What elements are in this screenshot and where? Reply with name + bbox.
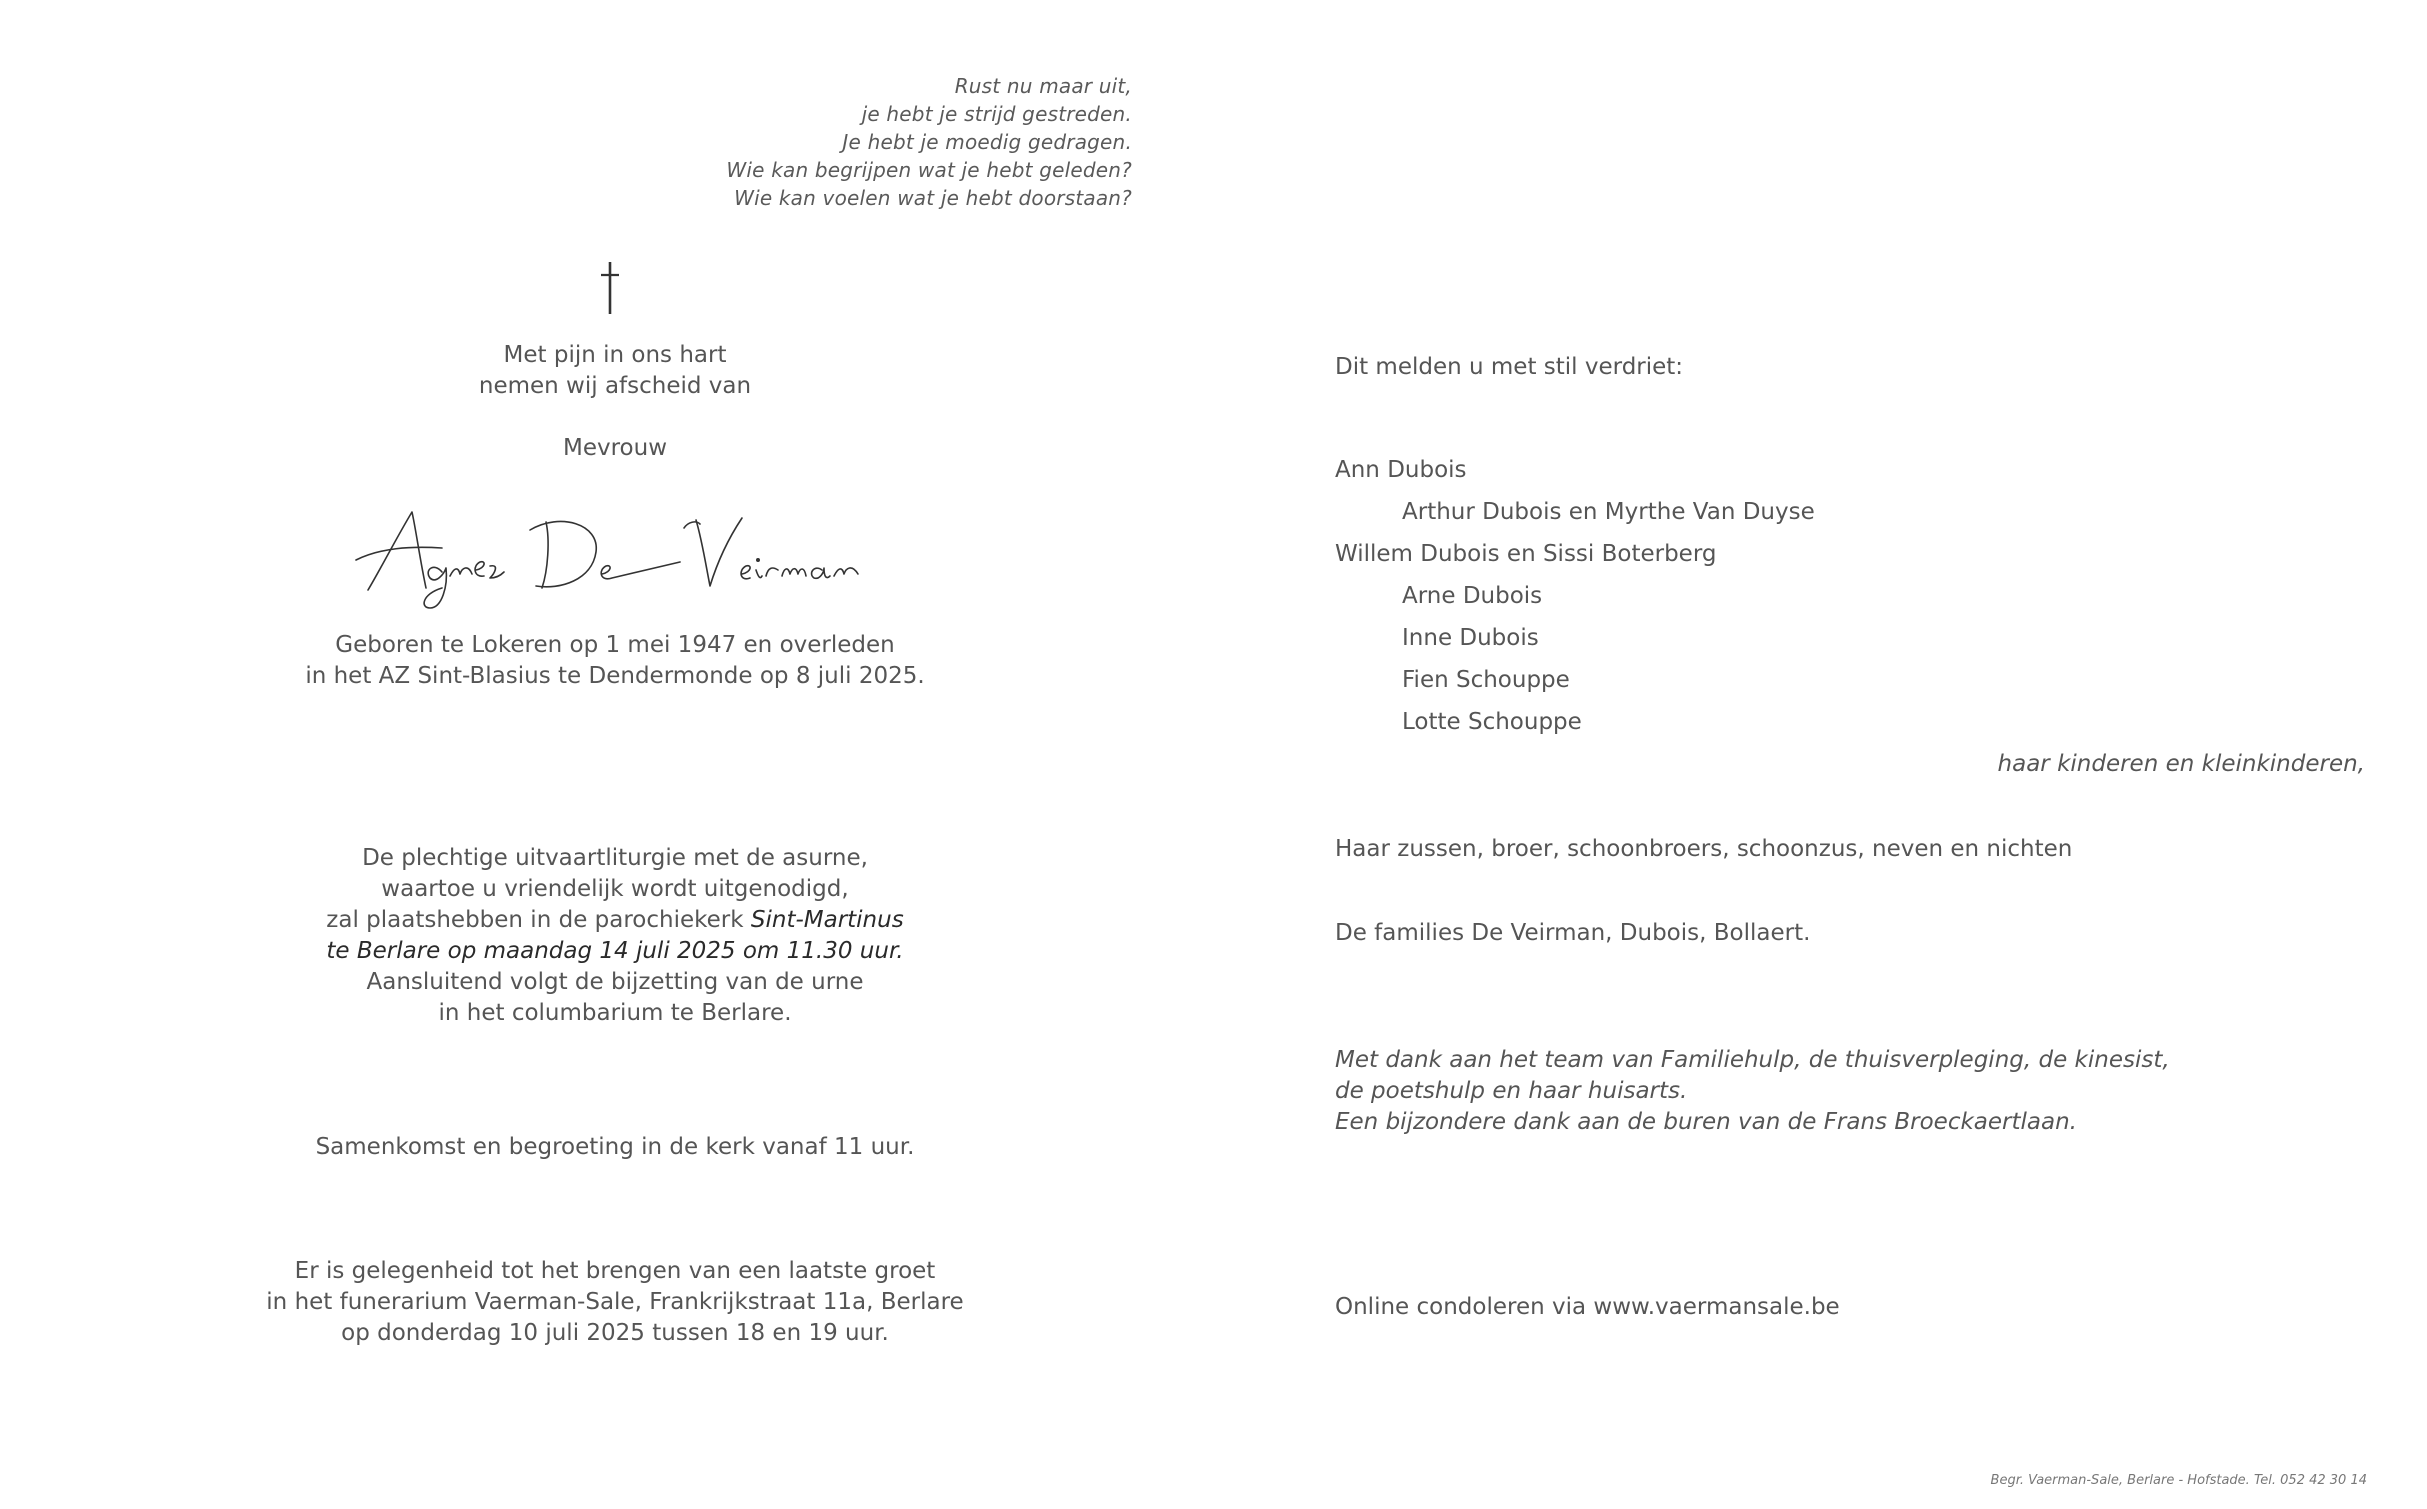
poem-line: Je hebt je moedig gedragen.	[842, 130, 1132, 154]
funeral-line: in het columbarium te Berlare.	[438, 1000, 792, 1026]
funeral-date: te Berlare op maandag 14 juli 2025 om 11.30 uur.	[326, 938, 904, 964]
family-child: Willem Dubois en Sissi Boterberg	[1335, 541, 1717, 567]
church-name: Sint-Martinus	[750, 907, 904, 933]
birth-info	[260, 630, 970, 692]
poem-line: Wie kan begrijpen wat je hebt geleden?	[726, 158, 1132, 182]
thanks	[1335, 1045, 2170, 1138]
funeral-line: De plechtige uitvaartliturgie met de asurne,	[362, 845, 868, 871]
poem-line: Rust nu maar uit,	[954, 74, 1132, 98]
family-grandchild: Lotte Schouppe	[1402, 709, 1582, 735]
deceased-name-signature	[350, 490, 870, 620]
poem	[726, 72, 1132, 212]
funeral-line	[260, 905, 970, 936]
family-summary: haar kinderen en kleinkinderen,	[1997, 751, 2365, 777]
visitation-line: in het funerarium Vaerman-Sale, Frankrijkstraat 11a, Berlare	[266, 1289, 964, 1315]
family-grandchild: Arthur Dubois en Myrthe Van Duyse	[1402, 499, 1815, 525]
thanks-line: Met dank aan het team van Familiehulp, de thuisverpleging, de kinesist,	[1335, 1047, 2170, 1073]
funeral-line: Aansluitend volgt de bijzetting van de urne	[366, 969, 864, 995]
funeral-info	[260, 843, 970, 1029]
funeral-line: waartoe u vriendelijk wordt uitgenodigd,	[381, 876, 849, 902]
thanks-line: Een bijzondere dank aan de buren van de Frans Broeckaertlaan.	[1335, 1109, 2077, 1135]
family-grandchild: Arne Dubois	[1402, 583, 1543, 609]
announcement: Dit melden u met stil verdriet:	[1335, 354, 1684, 380]
thanks-line: de poetshulp en haar huisarts.	[1335, 1078, 1688, 1104]
gathering-info: Samenkomst en begroeting in de kerk vanaf 11 uur.	[315, 1134, 915, 1160]
visitation-line: op donderdag 10 juli 2025 tussen 18 en 19 uur.	[341, 1320, 889, 1346]
poem-line: Wie kan voelen wat je hebt doorstaan?	[734, 186, 1132, 210]
poem-line: je hebt je strijd gestreden.	[861, 102, 1132, 126]
online-condolences: Online condoleren via www.vaermansale.be	[1335, 1294, 1840, 1320]
intro	[260, 340, 970, 402]
cross-icon	[590, 258, 630, 318]
intro-line: nemen wij afscheid van	[478, 373, 752, 399]
birth-line: in het AZ Sint-Blasius te Dendermonde op 8 juli 2025.	[305, 663, 925, 689]
family-grandchild: Fien Schouppe	[1402, 667, 1570, 693]
birth-line: Geboren te Lokeren op 1 mei 1947 en overleden	[335, 632, 895, 658]
intro-line: Met pijn in ons hart	[503, 342, 727, 368]
family-child: Ann Dubois	[1335, 457, 1467, 483]
funeral-line-prefix: zal plaatshebben in de parochiekerk	[326, 907, 751, 933]
visitation-info	[260, 1256, 970, 1349]
undertaker-credits: Begr. Vaerman-Sale, Berlare - Hofstade. Tel. 052 42 30 14	[1990, 1473, 2367, 1488]
honorific: Mevrouw	[562, 435, 668, 461]
relatives: Haar zussen, broer, schoonbroers, schoonzus, neven en nichten	[1335, 836, 2073, 862]
families: De families De Veirman, Dubois, Bollaert.	[1335, 920, 1811, 946]
visitation-line: Er is gelegenheid tot het brengen van een laatste groet	[294, 1258, 936, 1284]
family-grandchild: Inne Dubois	[1402, 625, 1539, 651]
